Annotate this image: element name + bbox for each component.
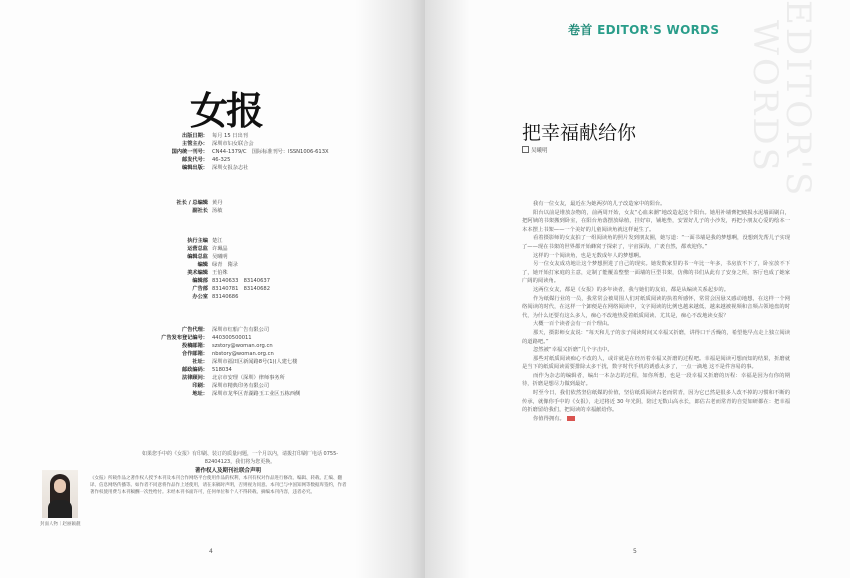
info-row [0,140,425,148]
article-paragraph: 看着摄影师的女友拍了一组阅读角的照片发到朋友圈，她写道：“一面书墙是我的梦想啊，没想到先帮儿子实现了——现在书架的世界都开始蜂窝于探索了，宇宙深海，广袤自然，都欢迎你。” [522,235,790,250]
article-paragraph: 而作为杂志的编辑者，编出一本杂志的过程，如你所想，也是一段幸福又折磨的历程：幸福是因为有你的期待，折磨是想尽力做到最好。 [522,372,790,388]
article-body [522,200,790,423]
info-label: 运营总监 [187,246,208,252]
publication-info [0,132,425,172]
magazine-title: 女报 [190,89,263,133]
info-label: 主管主办： [182,141,208,147]
info-value: 深圳女报杂志社 [212,165,249,171]
declaration-text: 《女报》所载作品之著作权人授予本刊及本刊合作网络平台使用作品的权利，本刊有权对作品进行修改、编辑、转载、汇编、翻译、信息网络传播等。如作者不同意将作品作上述使用，请在来稿时声明，否则视为同意。本刊已与中国知网等数据库签约，作者著作权使用费与本刊稿酬一次性给付。未经本刊书面许可，任何单位和个人不得转载、摘编本刊内容，违者必究。 [90,476,347,495]
page-gutter-shadow [425,0,470,578]
info-label: 邮政编码： [182,367,208,373]
info-value: 许珮晶 [212,246,228,252]
article-paragraph: 时至今日，我们依然坚信纸媒的价值，坚信纸质阅读古老而常青，因为它已然是很多人改不掉的习惯和不断的传承，就像你手中的《女报》，走过将近 30 年光阴，陪过无数山高水长，郎估古老而常青的自觉如研都在：把幸福的折磨留给我们，把阅读的幸福献给你。 [522,390,790,414]
info-value: 楚江 [212,238,223,244]
article-paragraph: 我有一位女友，最近在为她两岁的儿子改造家中的阳台。 [533,201,666,207]
info-label: 广告代理： [182,327,208,333]
info-label: 编辑部 [192,278,208,284]
info-row [0,342,425,350]
info-row [0,374,425,382]
page-number-right: 5 [633,548,637,555]
info-value: 绿青 隋录 [212,262,238,268]
page-number-left: 4 [209,548,213,555]
section-en: EDITOR'S WORDS [597,23,720,37]
article-paragraph: 阳台以前是堆放杂物的，前两周开始，女友“心血来潮”地改造起这个阳台。她用补墙膏把破损水泥墙面刷白，把阿姨的书架搬到卧室，在阳台角落摆放绿植，挂好帘，铺地垫，安置好儿子的小沙发，再把小朋友心爱的绘本一本本摆上书架——一个美好的儿童阅读角就这样诞生了。 [522,209,790,233]
info-row [0,156,425,164]
info-value: 深圳市龙华区青湖路玉工业区五栋西侧 [212,391,301,397]
article-paragraph: 那些对纸质阅读痴心不改的人，或许就是在经历着幸福又折磨的过程吧。幸福是阅读可想而知的结果，折磨就是当下的纸质阅读需要排除太多干扰，数字时代手机的诱惑太多了，一点一滴地 这不是件容易的事。 [522,355,790,371]
info-row [0,358,425,366]
info-label: 办公室 [192,294,208,300]
info-label: 法律顾问： [182,375,208,381]
article-author [522,146,548,154]
info-value: 黄丹 [212,200,223,206]
info-value: 王伯殊 [212,270,228,276]
declaration-title: 著作权人及期刊社联合声明 [195,468,262,474]
info-row [0,199,425,207]
article-title: 把幸福献给你 [522,122,637,144]
info-label: 邮发代号： [182,157,208,163]
info-row [0,253,425,261]
article-paragraph: 你值得拥有。 [522,415,790,424]
author-name: 吴曦明 [531,148,548,154]
info-label: 副社长 [192,208,208,214]
article-paragraph: 这两位女友，都是《女报》的多年读者，我与她们的友谊，都是从编读关系起步的。 [533,286,729,293]
info-row [0,269,425,277]
info-label: 国内统一刊号： [171,149,208,155]
info-row [0,326,425,334]
info-label: 广告发布登记编号： [161,335,208,341]
info-value: 83140781 83140682 [212,286,270,292]
info-value: nbstory@woman.org.cn [212,351,274,357]
leadership-info [0,199,425,215]
info-row [0,285,425,293]
info-label: 印刷： [192,383,208,389]
section-cn: 卷首 [568,23,593,37]
info-row [0,293,425,301]
info-label: 社长 / 总编辑 [176,200,208,206]
info-row [0,164,425,172]
info-label: 美术编辑 [187,270,208,276]
info-value: 北京市安理（深圳）律师事务所 [212,375,285,381]
info-value: 汤敏 [212,208,223,214]
info-label: 合作邮箱： [182,351,208,357]
info-value: 83140633 83140637 [212,278,270,284]
photo-caption: 封面人物｜赵丽颖靓 [40,522,81,527]
background-watermark-word: EDITOR'S [778,0,818,199]
info-label: 出版日期： [182,133,208,139]
info-row [0,132,425,140]
info-value: 深圳市福田区新闻路8号(1)(人建七楼 [212,359,298,365]
article-paragraph: 这样的一个阅读角，也是无数成年人的梦想啊。 [533,252,645,259]
background-watermark-word: WORDS [745,20,785,174]
info-label: 执行主编 [187,238,208,244]
info-row [0,334,425,342]
info-value: 46-325 [212,157,231,163]
info-value: 深圳市妇女联合会 [212,141,254,147]
info-value: CN44-1379/C 国际标准刊号：ISSN1006-613X [212,149,329,155]
info-value: 每月 15 日出刊 [212,133,248,139]
author-marker-icon [522,146,529,153]
right-page [425,0,850,578]
business-info [0,326,425,398]
info-label: 投稿邮箱： [182,343,208,349]
info-label: 编辑出版： [182,165,208,171]
info-label: 社址： [192,359,208,365]
info-row [0,366,425,374]
print-quality-notice: 如果您手中的《女报》有印刷、装订的质量问题，一个月以内，请拨打印刷厂电话 0755-82404123，我们将为您更换。 [141,451,339,465]
info-row [0,382,425,390]
info-value: 440300500011 [212,335,252,341]
info-value: 518034 [212,367,232,373]
article-paragraph: 那天，摄影师女友说：“每天和儿子的亲子阅读时间又幸福又折磨，讲得口干舌燥的，希望他早点走上独立阅读的道路吧。” [522,329,790,345]
info-label: 广告部 [192,286,208,292]
info-row [0,245,425,253]
info-row [0,350,425,358]
cover-model-photo [42,470,78,518]
end-mark-icon [567,416,575,421]
info-row [0,148,425,156]
info-value: 83140686 [212,294,239,300]
article-paragraph: 另一位女友成功地让这个梦想照进了自己的现实。她发数家里的书一年比一年多，书房放不下了，卧室放不下了，她开始打家庭的主意，定制了能覆盖整整一面墙的巨型书架，仿佛的书们从此有了安身之所，客厅也成了她家广阔的阅读角。 [522,261,790,285]
info-label: 编辑总监 [187,254,208,260]
info-row [0,390,425,398]
info-row [0,237,425,245]
info-value: szstory@woman.org.cn [212,343,273,349]
info-row [0,207,425,215]
editorial-info [0,237,425,301]
info-value: 吴曦明 [212,254,228,260]
info-value: 深圳市红船广告有限公司 [212,327,270,333]
info-label: 编辑 [197,262,208,268]
article-paragraph: 忽然被“幸福又折磨”几个字击中。 [533,347,613,354]
info-label: 地址： [192,391,208,397]
article-paragraph: 作为纸媒行业的一员，我常常会被周围人们对纸质阅读的执着所感怀，常常会因悬又感动地想，在这样一个网络阅读的时代，在这样一个卸便是在网络阅读中，文字阅读的比例也越来越低，越来越被视频和音频占领地盘的时代，为什么还要有这么多人，痴心不改地热爱着纸质阅读、尤其是，痴心不改地读女报？ [522,295,790,319]
section-header [568,21,719,38]
info-row [0,277,425,285]
info-row [0,261,425,269]
article-paragraph: 大概一百个读者会有一百个理由。 [533,321,613,328]
info-value: 深圳市精典印务有限公司 [212,383,270,389]
